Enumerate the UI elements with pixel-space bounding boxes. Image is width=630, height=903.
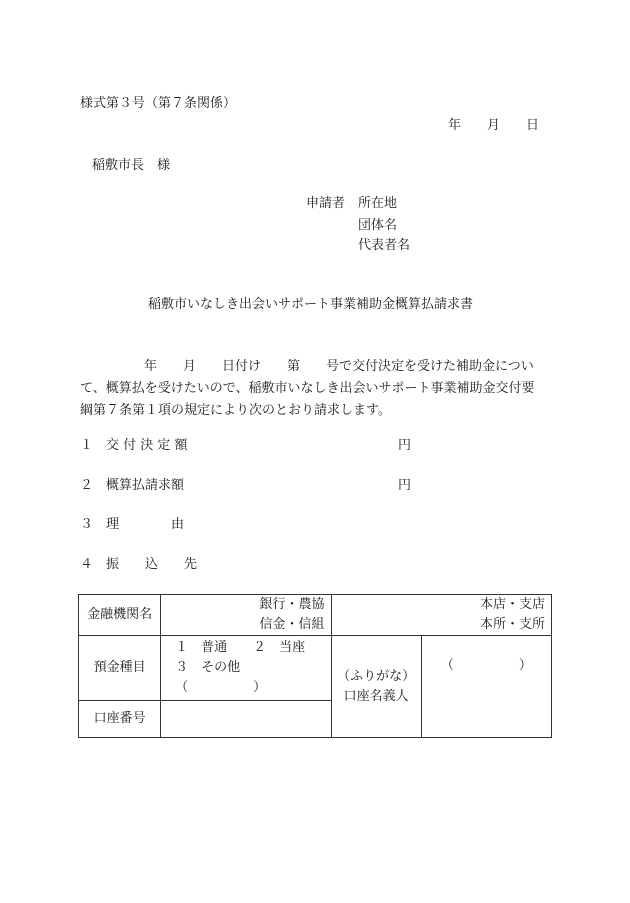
date-year: 年 [448, 118, 462, 133]
addressee: 稲敷市長 様 [92, 158, 171, 173]
branch-type-cell[interactable] [331, 595, 552, 636]
account-holder-value-cell[interactable] [421, 636, 551, 738]
item-label: 振 込 先 [106, 557, 198, 572]
item-reason [80, 517, 184, 533]
item-grant-amount [80, 438, 188, 454]
request-amount-unit: 円 [398, 478, 412, 493]
item-request-amount [80, 478, 184, 494]
bank-type-cell[interactable] [161, 595, 331, 636]
item-label: 理 由 [106, 517, 185, 532]
body-line-1 [80, 356, 552, 378]
account-holder-label: 口座名義人 [343, 688, 409, 704]
deposit-type-label-cell: 預金種目 [79, 636, 161, 701]
date-month: 月 [487, 118, 501, 133]
table-row [79, 636, 552, 701]
account-holder-label-cell [331, 636, 421, 738]
account-number-label-cell: 口座番号 [79, 701, 161, 738]
branch-types-line2: 本所・支所 [479, 617, 545, 632]
table-row [79, 595, 552, 636]
representative-label: 代表者名 [358, 238, 411, 253]
deposit-option-1: １ 普通 ２ 当座 [175, 640, 306, 655]
form-number: 様式第３号（第７条関係） [80, 96, 237, 111]
grant-amount-unit: 円 [398, 438, 412, 453]
account-number-value-cell[interactable] [161, 701, 331, 738]
item-number: ２ [80, 478, 94, 493]
body-line-1-text: 年 月 日付け 第 号で交付決定を受けた補助金につい [144, 359, 534, 374]
applicant-label: 申請者 [306, 196, 346, 211]
item-label: 交 付 決 定 額 [106, 438, 188, 453]
institution-label-cell: 金融機関名 [79, 595, 161, 636]
bank-types-line1: 銀行・農協 [259, 597, 325, 612]
date-line [448, 118, 539, 134]
body-line-3: 綱第７条第１項の規定により次のとおり請求します。 [80, 403, 391, 418]
item-label: 概算払請求額 [106, 478, 185, 493]
item-transfer-destination [80, 557, 197, 573]
branch-types-line1: 本店・支店 [479, 597, 545, 612]
deposit-type-options-cell[interactable] [161, 636, 331, 701]
furigana-label: （ふりがな） [337, 668, 416, 684]
request-body [80, 356, 552, 422]
bank-account-table [78, 594, 552, 738]
furigana-value: （ ） [440, 658, 532, 673]
bank-types-line2: 信金・信組 [259, 617, 325, 632]
body-line-2: て、概算払を受けたいので、稲敷市いなしき出会いサポート事業補助金交付要 [80, 381, 535, 396]
organization-label: 団体名 [358, 218, 398, 233]
address-label: 所在地 [358, 196, 398, 211]
item-number: ４ [80, 557, 94, 572]
item-number: １ [80, 438, 94, 453]
date-day: 日 [526, 118, 540, 133]
item-number: ３ [80, 517, 94, 532]
document-title: 稲敷市いなしき出会いサポート事業補助金概算払請求書 [148, 297, 474, 312]
deposit-option-2: ３ その他（ ） [175, 660, 267, 695]
